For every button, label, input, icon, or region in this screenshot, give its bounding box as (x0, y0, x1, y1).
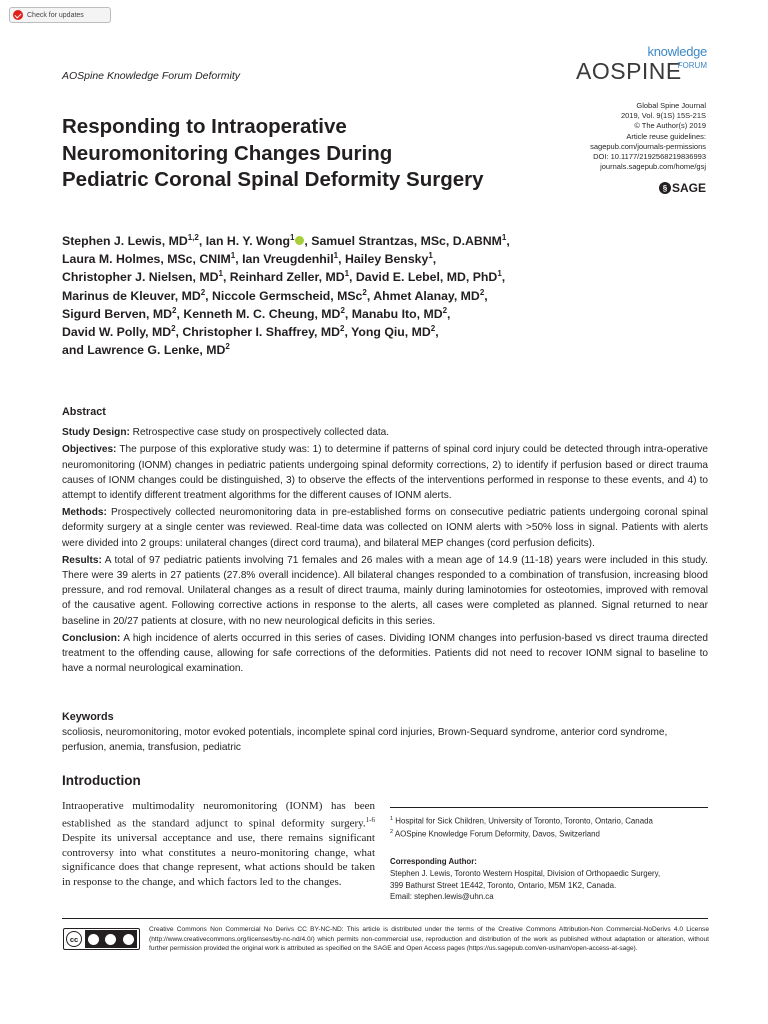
affiliation-text: Hospital for Sick Children, University of Toronto, Toronto, Ontario, Canada (395, 816, 653, 826)
author-affiliation-sup: 1 (333, 251, 339, 261)
author-name: Reinhard Zeller, MD (229, 270, 345, 285)
cc-terms-block (85, 930, 137, 948)
author-separator: , (222, 270, 230, 285)
check-for-updates-label: Check for updates (27, 11, 84, 19)
title-line: Pediatric Coronal Spinal Deformity Surgery (62, 168, 484, 191)
corresponding-line: 399 Bathurst Street 1E442, Toronto, Ontario, M5M 1K2, Canada. (390, 880, 617, 890)
author-name: Christopher J. Nielsen, MD (62, 270, 219, 285)
affiliation-item (390, 827, 710, 840)
corresponding-line: Stephen J. Lewis, Toronto Western Hospital, Division of Orthopaedic Surgery, (390, 868, 661, 878)
author-separator: , (435, 325, 439, 340)
abstract-section-text: A total of 97 pediatric patients involving 71 females and 26 males with a mean age of 14.9 (11-18) years were included in this study. There were 39 alerts in 27 patients (27.8% overall incidence). All bilateral changes responded to a combination of transfusion, increasing blood pressure, and rod removal. Unilateral changes as a result of direct trauma, mainly during laminotomies for osteotomies, improved with removal of the causative agent. Following corrective actions in response to the alerts, all cases were completed as planned. Signal returned to near baseline in 20/27 patients at closure, with no new neurological deficits in this series. (62, 554, 708, 627)
author-list (62, 232, 662, 359)
journal-copyright: © The Author(s) 2019 (634, 121, 706, 131)
author-affiliation-sup: 2 (340, 323, 345, 333)
author-name: David W. Polly, MD (62, 325, 172, 340)
author-separator: , (344, 325, 352, 340)
author-affiliation-sup: 1 (289, 232, 295, 242)
author-name: Stephen J. Lewis, MD (62, 234, 188, 248)
author-affiliation-sup: 2 (200, 287, 206, 297)
intro-text-part: Intraoperative multimodality neuromonitoring (IONM) has been established as the standard adjunct to spinal deformity surgery. (62, 800, 375, 831)
sage-logo (659, 181, 706, 195)
author-separator: , (205, 288, 213, 303)
author-name: Christopher I. Shaffrey, MD (182, 325, 340, 340)
author-separator: , (198, 234, 206, 248)
abstract (62, 405, 708, 678)
abstract-section-label: Objectives: (62, 444, 117, 456)
aospine-logo (576, 44, 712, 84)
author-name: Ian H. Y. Wong (205, 234, 290, 248)
author-name: Sigurd Berven, MD (62, 306, 173, 321)
author-name: Hailey Bensky (344, 252, 429, 267)
abstract-section-label: Conclusion: (62, 632, 121, 644)
footnote-divider (390, 807, 708, 808)
author-name: and Lawrence G. Lenke, MD (62, 343, 226, 358)
abstract-section-label: Results: (62, 554, 102, 566)
abstract-section-text: Retrospective case study on prospectively collected data. (129, 427, 390, 439)
nc-icon (105, 934, 116, 945)
journal-home-link[interactable]: journals.sagepub.com/home/gsj (600, 162, 706, 172)
license-text: Creative Commons Non Commercial No Derivs CC BY-NC-ND: This article is distributed under the terms of the Creative Commons Attribution-Non Commercial-NoDerivs 4.0 License (http://www.creativecommons.org/licenses/by-nc-nd/4.0/) which permits non-commercial use, reproduction and distribution of the work as published without adaptation or alteration, without further permission provided the original work is attributed as specified on the SAGE and Open Access pages (https://us.sagepub.com/en-us/nam/open-access-at-sage). (149, 926, 709, 952)
author-separator: , (432, 252, 437, 267)
author-affiliation-sup: 2 (340, 305, 345, 315)
author-separator: , (349, 270, 356, 285)
nd-icon (123, 934, 134, 945)
author-separator: , (366, 288, 374, 303)
author-affiliation-sup: 1 (501, 232, 507, 242)
journal-doi[interactable]: DOI: 10.1177/2192568219836993 (593, 152, 706, 162)
logo-aospine: AOSPINE (576, 58, 682, 84)
journal-volume: 2019, Vol. 9(1S) 15S-21S (620, 111, 706, 121)
author-affiliation-sup: 1 (218, 269, 223, 279)
author-separator: , (338, 252, 345, 267)
author-separator: , (176, 306, 184, 321)
logo-forum: FORUM (677, 61, 707, 70)
abstract-sections (62, 425, 708, 676)
author-name: Manabu Ito, MD (351, 306, 443, 321)
author-affiliation-sup: 1 (428, 251, 433, 261)
author-separator: , (484, 288, 488, 303)
keywords-section (62, 710, 708, 756)
author-name: Niccole Germscheid, MSc (212, 288, 363, 303)
abstract-section (62, 553, 708, 629)
logo-knowledge: knowledge (647, 44, 707, 59)
author-separator: , (506, 234, 510, 248)
journal-reuse: Article reuse guidelines: (626, 131, 706, 141)
check-for-updates-button[interactable] (9, 7, 111, 23)
affiliations (390, 814, 710, 841)
author-name: Ahmet Alanay, MD (373, 288, 480, 303)
author-separator: , (344, 306, 352, 321)
abstract-section-text: A high incidence of alerts occurred in this series of cases. Dividing IONM changes into perfusion-based vs direct trauma directed treatment to the offending cause, allowing for safe corrections of the deformities. Patients did not need to recover IONM signal to baseline to have a normal neurological examination. (62, 632, 708, 675)
affiliation-number: 2 (390, 829, 394, 836)
author-separator: , (447, 306, 451, 321)
check-icon (13, 10, 23, 20)
abstract-section (62, 631, 708, 677)
abstract-section (62, 425, 708, 440)
author-affiliation-sup: 2 (172, 305, 177, 315)
abstract-section-text: Prospectively collected neuromonitoring data in pre-established forms on consecutive pediatric patients undergoing coronal spinal deformity surgery at a single center was reviewed. Real-time data was collected on IONM alerts with >50% loss in signal. Patients with alerts were divided into 2 groups: unilateral changes (direct cord trauma), and bilateral MEP changes (cord perfusion deficits). (62, 507, 708, 549)
journal-permissions-link[interactable]: sagepub.com/journals-permissions (590, 141, 706, 151)
abstract-section (62, 505, 708, 551)
abstract-section (62, 442, 708, 503)
intro-text-part: Despite its universal acceptance and use, there remains significant controversy into what constitutes a neuro-monitoring change, what significance does that change represent, what actions should be taken in response to the change, and which factors led to the changes. (62, 832, 375, 888)
citation-ref[interactable]: 1-6 (365, 816, 375, 825)
cc-icon: cc (66, 931, 82, 947)
author-name: David E. Lebel, MD, PhD (355, 270, 498, 285)
author-name: Samuel Strantzas, MSc, D.ABNM (311, 234, 502, 248)
keywords-text: scoliosis, neuromonitoring, motor evoked potentials, incomplete spinal cord injuries, Brown-Sequard syndrome, anterior cord syndrome, perfusion, anemia, transfusion, pediatric (62, 727, 668, 754)
author-separator: , (501, 270, 506, 285)
author-name: Kenneth M. C. Cheung, MD (183, 306, 341, 321)
author-affiliation-sup: 1 (230, 251, 236, 261)
abstract-section-text: The purpose of this explorative study was: 1) to determine if patterns of spinal cord injury could be detected through intra-operative neuromonitoring (IONM) changes in pediatric patients undergoing spinal deformity corrections, 2) to identify if perfusion based or direct trauma causes of IONM changes could be distinguished, 3) to observe the effects of the interventions performed in response to these events, and 4) to attempt to identify different treatment algorithms for the different causes of IONM alerts. (62, 444, 708, 502)
title-line: Neuromonitoring Changes During (62, 141, 393, 165)
keywords-heading: Keywords (62, 711, 114, 723)
author-separator: , (304, 234, 312, 248)
author-affiliation-sup: 2 (225, 342, 230, 352)
author-affiliation-sup: 2 (171, 323, 176, 333)
corresponding-email[interactable]: Email: stephen.lewis@uhn.ca (390, 892, 494, 902)
corresponding-heading: Corresponding Author: (390, 857, 477, 866)
abstract-section-label: Study Design: (62, 427, 130, 439)
author-name: Yong Qiu, MD (351, 325, 431, 340)
author-separator: , (175, 325, 183, 340)
title-line: Responding to Intraoperative (62, 115, 347, 138)
author-name: Ian Vreugdenhil (242, 252, 334, 267)
abstract-heading: Abstract (62, 406, 106, 418)
license-divider (62, 918, 708, 919)
article-title (62, 114, 542, 194)
affiliation-item (390, 814, 710, 827)
author-affiliation-sup: 2 (362, 287, 367, 297)
corresponding-author (390, 856, 710, 903)
journal-name: Global Spine Journal (636, 101, 706, 110)
affiliation-text: AOSpine Knowledge Forum Deformity, Davos, Switzerland (394, 830, 600, 840)
author-affiliation-sup: 1 (344, 269, 350, 279)
author-affiliation-sup: 2 (430, 323, 436, 333)
abstract-section-label: Methods: (62, 507, 107, 519)
cc-license-badge[interactable] (63, 928, 140, 950)
author-affiliation-sup: 1 (497, 269, 502, 279)
sage-icon: § (659, 182, 671, 194)
author-separator: , (235, 252, 243, 267)
by-icon (88, 934, 99, 945)
author-affiliation-sup: 2 (479, 287, 485, 297)
introduction-text (62, 799, 375, 889)
affiliation-number: 1 (390, 816, 394, 822)
author-name: Marinus de Kleuver, MD (62, 288, 201, 303)
series-title: AOSpine Knowledge Forum Deformity (62, 70, 240, 82)
introduction-heading: Introduction (62, 773, 141, 788)
author-name: Laura M. Holmes, MSc, CNIM (62, 252, 231, 267)
sage-label: SAGE (671, 181, 706, 195)
author-affiliation-sup: 1,2 (187, 232, 199, 242)
author-affiliation-sup: 2 (442, 305, 448, 315)
